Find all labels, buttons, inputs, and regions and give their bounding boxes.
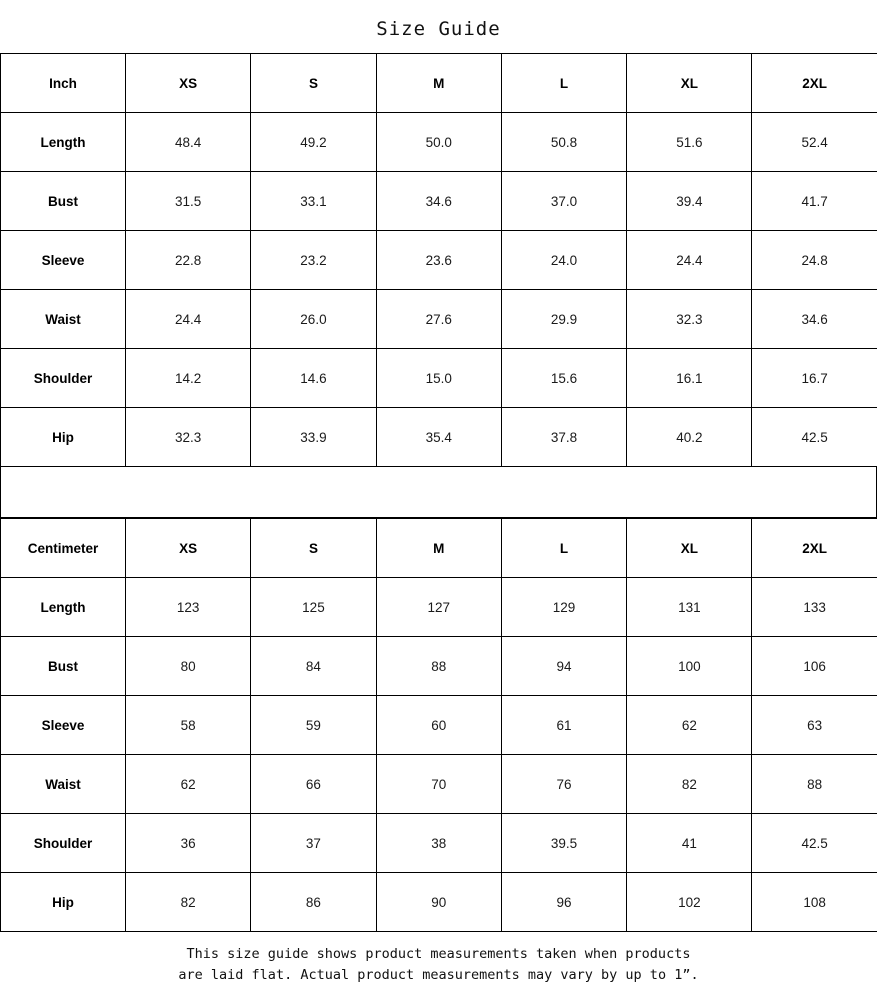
table-row [1,814,877,873]
cell-bust-xs: 31.5 [126,172,251,231]
cell-bust-m: 34.6 [376,172,501,231]
cell-length-xs: 48.4 [126,113,251,172]
cell-bust-2xl: 41.7 [752,172,877,231]
cell-bust-xl: 100 [627,637,752,696]
unit-label-centimeter: Centimeter [1,519,126,578]
cell-waist-2xl: 34.6 [752,290,877,349]
cell-sleeve-xs: 58 [126,696,251,755]
cell-waist-xl: 82 [627,755,752,814]
page-title: Size Guide [0,0,877,53]
table-row [1,408,877,467]
cell-shoulder-xs: 14.2 [126,349,251,408]
row-label-hip: Hip [1,873,126,932]
row-label-bust: Bust [1,172,126,231]
cell-shoulder-s: 14.6 [251,349,376,408]
cell-shoulder-xl: 16.1 [627,349,752,408]
cell-hip-xs: 82 [126,873,251,932]
cell-sleeve-xl: 24.4 [627,231,752,290]
cell-sleeve-2xl: 24.8 [752,231,877,290]
cell-shoulder-l: 39.5 [501,814,626,873]
row-label-length: Length [1,113,126,172]
row-label-shoulder: Shoulder [1,349,126,408]
cell-shoulder-m: 15.0 [376,349,501,408]
size-header-2xl: 2XL [752,54,877,113]
cell-length-xs: 123 [126,578,251,637]
table-row [1,755,877,814]
size-header-xl: XL [627,54,752,113]
table-row [1,113,877,172]
size-header-m: M [376,54,501,113]
cell-shoulder-xs: 36 [126,814,251,873]
cell-sleeve-2xl: 63 [752,696,877,755]
size-header-l: L [501,54,626,113]
cell-sleeve-xl: 62 [627,696,752,755]
table-row [1,172,877,231]
cell-length-m: 50.0 [376,113,501,172]
cell-bust-2xl: 106 [752,637,877,696]
cell-shoulder-l: 15.6 [501,349,626,408]
cell-bust-s: 33.1 [251,172,376,231]
cell-waist-m: 27.6 [376,290,501,349]
cell-waist-xs: 62 [126,755,251,814]
cell-sleeve-s: 59 [251,696,376,755]
table-row [1,290,877,349]
inch-size-table [0,53,877,467]
cell-hip-s: 33.9 [251,408,376,467]
cell-bust-l: 94 [501,637,626,696]
cell-hip-l: 96 [501,873,626,932]
table-header-row [1,519,877,578]
table-row [1,578,877,637]
cell-hip-xl: 102 [627,873,752,932]
unit-label-inch: Inch [1,54,126,113]
cell-sleeve-m: 60 [376,696,501,755]
size-header-m: M [376,519,501,578]
cell-shoulder-2xl: 42.5 [752,814,877,873]
table-row [1,873,877,932]
size-header-s: S [251,519,376,578]
row-label-shoulder: Shoulder [1,814,126,873]
cell-waist-l: 29.9 [501,290,626,349]
size-header-xl: XL [627,519,752,578]
cell-waist-xs: 24.4 [126,290,251,349]
cell-length-l: 50.8 [501,113,626,172]
row-label-bust: Bust [1,637,126,696]
footnote-line-2: are laid flat. Actual product measurements may vary by up to 1”. [0,965,877,986]
cell-hip-xl: 40.2 [627,408,752,467]
cell-waist-s: 26.0 [251,290,376,349]
cell-length-xl: 51.6 [627,113,752,172]
cell-length-m: 127 [376,578,501,637]
size-header-xs: XS [126,54,251,113]
row-label-waist: Waist [1,755,126,814]
cell-length-2xl: 52.4 [752,113,877,172]
cell-shoulder-m: 38 [376,814,501,873]
cell-sleeve-l: 61 [501,696,626,755]
cell-shoulder-xl: 41 [627,814,752,873]
centimeter-size-table [0,518,877,932]
cell-hip-2xl: 108 [752,873,877,932]
cell-length-s: 125 [251,578,376,637]
cell-length-l: 129 [501,578,626,637]
cell-sleeve-m: 23.6 [376,231,501,290]
cell-waist-l: 76 [501,755,626,814]
cell-hip-m: 35.4 [376,408,501,467]
cell-sleeve-l: 24.0 [501,231,626,290]
size-header-xs: XS [126,519,251,578]
cell-bust-xl: 39.4 [627,172,752,231]
cell-hip-s: 86 [251,873,376,932]
table-header-row [1,54,877,113]
footnote-line-1: This size guide shows product measurements taken when products [0,944,877,965]
cell-length-xl: 131 [627,578,752,637]
size-header-2xl: 2XL [752,519,877,578]
row-label-length: Length [1,578,126,637]
cell-length-2xl: 133 [752,578,877,637]
cell-bust-s: 84 [251,637,376,696]
row-label-sleeve: Sleeve [1,696,126,755]
cell-bust-xs: 80 [126,637,251,696]
row-label-sleeve: Sleeve [1,231,126,290]
cell-hip-l: 37.8 [501,408,626,467]
row-label-hip: Hip [1,408,126,467]
cell-length-s: 49.2 [251,113,376,172]
cell-bust-l: 37.0 [501,172,626,231]
cell-waist-m: 70 [376,755,501,814]
cell-shoulder-s: 37 [251,814,376,873]
cell-hip-m: 90 [376,873,501,932]
size-header-l: L [501,519,626,578]
row-label-waist: Waist [1,290,126,349]
table-separator [0,467,877,518]
table-row [1,637,877,696]
table-row [1,696,877,755]
cell-shoulder-2xl: 16.7 [752,349,877,408]
cell-sleeve-xs: 22.8 [126,231,251,290]
cell-sleeve-s: 23.2 [251,231,376,290]
cell-waist-2xl: 88 [752,755,877,814]
footnote [0,932,877,986]
cell-hip-xs: 32.3 [126,408,251,467]
cell-waist-xl: 32.3 [627,290,752,349]
cell-waist-s: 66 [251,755,376,814]
cell-hip-2xl: 42.5 [752,408,877,467]
table-row [1,231,877,290]
size-header-s: S [251,54,376,113]
table-row [1,349,877,408]
cell-bust-m: 88 [376,637,501,696]
